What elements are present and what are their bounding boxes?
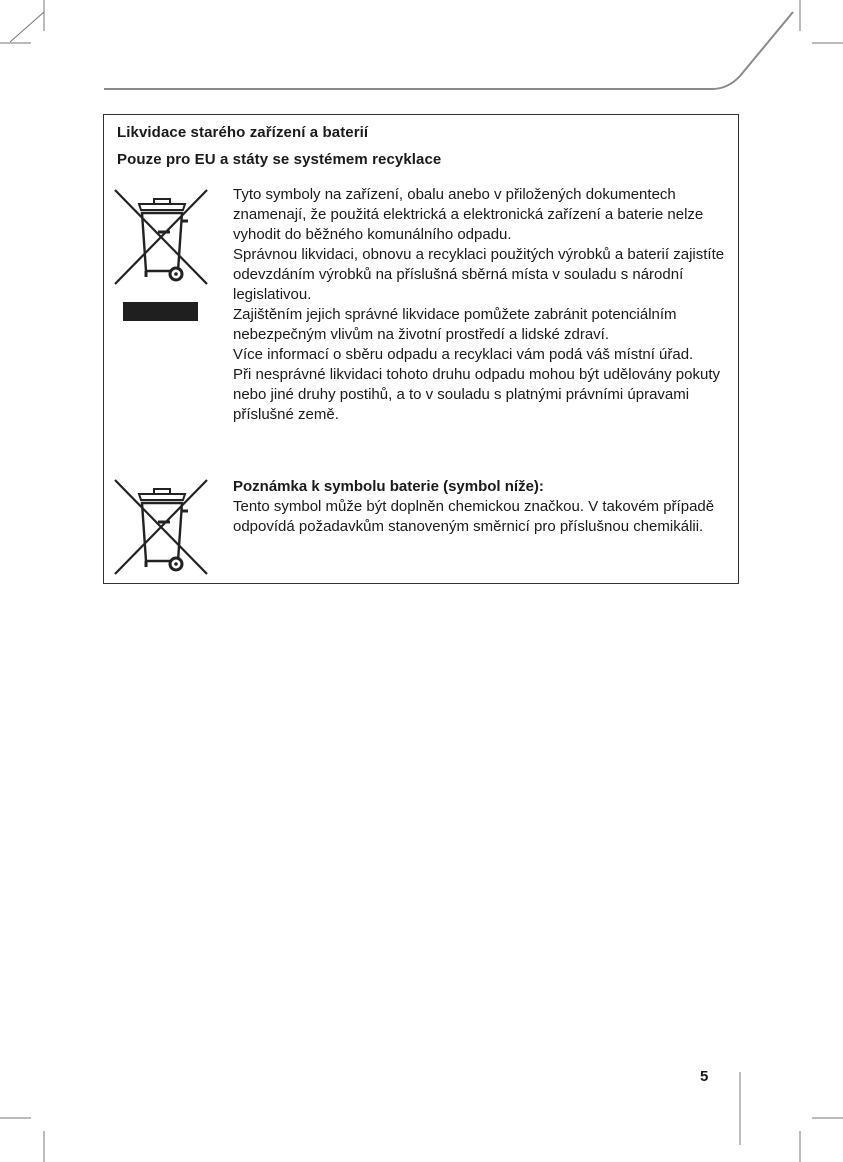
disposal-main-text [233,185,733,425]
crop-mark-diagonal-left [10,12,44,42]
section-title: Likvidace starého zařízení a baterií [117,124,369,141]
header-curve [104,12,793,89]
paragraph: Správnou likvidaci, obnovu a recyklaci použitých výrobků a baterií zajistíte odevzdáním výrobků na příslušná sběrná místa v souladu s národní legislativou. [233,246,725,303]
battery-note-heading: Poznámka k symbolu baterie (symbol níže): [233,478,544,495]
crossed-out-bin-icon [112,187,212,287]
paragraph: Zajištěním jejich správné likvidace pomůžete zabránit potenciálním nebezpečným vlivům na životní prostředí a lidské zdraví. [233,306,677,343]
black-bar-symbol [123,302,198,321]
paragraph: Při nesprávné likvidaci tohoto druhu odpadu mohou být udělovány pokuty nebo jiné druhy postihů, a to v souladu s platnými právními úpravami příslušné země. [233,366,720,423]
section-subtitle: Pouze pro EU a státy se systémem recyklace [117,151,442,168]
paragraph: Více informací o sběru odpadu a recyklaci vám podá váš místní úřad. [233,346,694,363]
paragraph: Tyto symboly na zařízení, obalu anebo v přiložených dokumentech znamenají, že použitá elektrická a elektronická zařízení a baterie nelze vyhodit do běžného komunálního odpadu. [233,186,704,243]
battery-note [233,477,733,537]
page-number: 5 [700,1068,709,1085]
crossed-out-bin-icon [112,477,212,577]
disposal-notice-box [103,114,739,584]
battery-note-text: Tento symbol může být doplněn chemickou značkou. V takovém případě odpovídá požadavkům stanoveným směrnicí pro příslušnou chemikálii. [233,498,715,535]
